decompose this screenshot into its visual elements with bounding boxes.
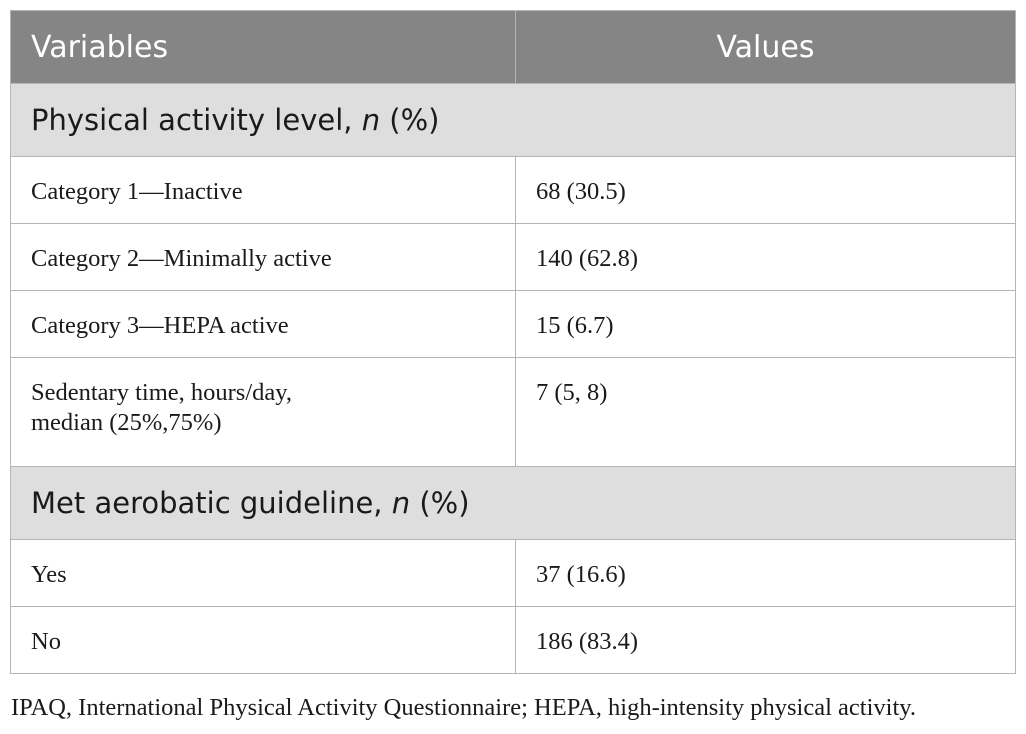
row-value: 7 (5, 8) — [516, 358, 1016, 467]
row-label: Category 2—Minimally active — [11, 224, 516, 291]
table-row — [11, 358, 1016, 467]
table-row — [11, 291, 1016, 358]
section-title — [11, 467, 1016, 540]
section-title-text: Physical activity level, — [31, 103, 362, 137]
row-label — [11, 358, 516, 467]
row-value: 140 (62.8) — [516, 224, 1016, 291]
row-label: Yes — [11, 540, 516, 607]
table-row — [11, 224, 1016, 291]
row-label: No — [11, 607, 516, 674]
section-title — [11, 84, 1016, 157]
row-value: 15 (6.7) — [516, 291, 1016, 358]
table-row — [11, 607, 1016, 674]
column-header-values: Values — [516, 11, 1016, 84]
row-label-line-2: median (25%,75%) — [31, 409, 222, 436]
data-table-container — [10, 10, 1015, 674]
table-footnote: IPAQ, International Physical Activity Questionnaire; HEPA, high-intensity physical activity. — [11, 694, 917, 721]
table-row — [11, 540, 1016, 607]
data-table — [10, 10, 1016, 674]
row-label: Category 1—Inactive — [11, 157, 516, 224]
section-title-suffix: (%) — [410, 486, 470, 520]
row-value: 37 (16.6) — [516, 540, 1016, 607]
section-title-italic: n — [361, 103, 381, 137]
row-label-line-1: Sedentary time, hours/day, — [31, 379, 293, 406]
section-title-italic: n — [391, 486, 411, 520]
row-value: 68 (30.5) — [516, 157, 1016, 224]
section-row-aerobatic-guideline — [11, 467, 1016, 540]
row-value: 186 (83.4) — [516, 607, 1016, 674]
section-title-suffix: (%) — [380, 103, 440, 137]
row-label: Category 3—HEPA active — [11, 291, 516, 358]
section-row-physical-activity — [11, 84, 1016, 157]
table-header-row — [11, 11, 1016, 84]
table-row — [11, 157, 1016, 224]
column-header-variables: Variables — [11, 11, 516, 84]
section-title-text: Met aerobatic guideline, — [31, 486, 392, 520]
